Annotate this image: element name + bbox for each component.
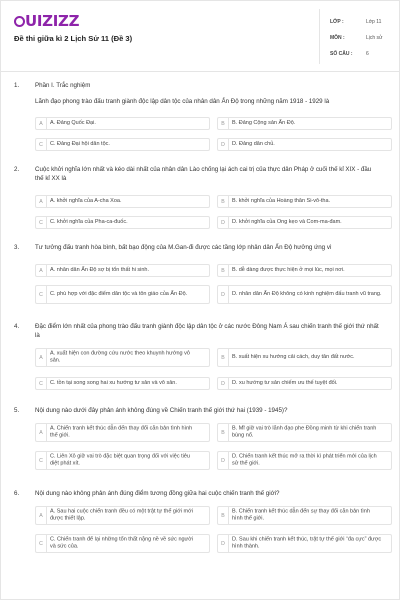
question-number: 5. bbox=[14, 407, 20, 414]
question-number: 4. bbox=[14, 323, 20, 330]
option-a[interactable] bbox=[35, 117, 210, 130]
option-d[interactable] bbox=[217, 451, 392, 470]
option-c[interactable] bbox=[35, 285, 210, 304]
option-text: D. Đảng dân chủ. bbox=[232, 140, 275, 147]
option-text: A. Đảng Quốc Đại. bbox=[50, 119, 96, 126]
option-key: D bbox=[218, 217, 229, 228]
option-text: C. khởi nghĩa của Pha-ca-đuốc. bbox=[50, 218, 128, 225]
option-key: B bbox=[218, 265, 229, 276]
option-key: C bbox=[36, 535, 47, 552]
option-b[interactable] bbox=[217, 117, 392, 130]
option-b[interactable] bbox=[217, 195, 392, 208]
meta-question-count bbox=[320, 48, 394, 64]
meta-subject bbox=[320, 32, 394, 48]
option-a[interactable] bbox=[35, 195, 210, 208]
option-key: C bbox=[36, 378, 47, 389]
option-a[interactable] bbox=[35, 423, 210, 442]
question-text: Đặc điểm lớn nhất của phong trào đấu tranh giành độc lập dân tộc ở các nước Đông Nam Á sau chiến tranh thế giới thứ nhất là bbox=[35, 323, 379, 339]
option-text: C. tồn tại song song hai xu hướng tư sản và vô sản. bbox=[50, 379, 177, 386]
option-c[interactable] bbox=[35, 534, 210, 553]
option-key: D bbox=[218, 286, 229, 303]
option-text: D. Chiến tranh kết thúc mở ra thời kì phát triển mới của lịch sử thế giới. bbox=[232, 452, 377, 467]
option-key: B bbox=[218, 424, 229, 441]
option-text: B. Đảng Cộng sản Ấn Độ. bbox=[232, 119, 296, 126]
option-d[interactable] bbox=[217, 285, 392, 304]
option-key: C bbox=[36, 217, 47, 228]
option-b[interactable] bbox=[217, 423, 392, 442]
option-text: B. xuất hiện xu hướng cải cách, duy tân đất nước. bbox=[232, 353, 355, 360]
question-number: 6. bbox=[14, 490, 20, 497]
meta-label: LỚP : bbox=[330, 19, 344, 25]
option-key: D bbox=[218, 139, 229, 150]
option-key: B bbox=[218, 196, 229, 207]
option-text: B. Mĩ giữ vai trò lãnh đạo phe Đồng minh từ khi chiến tranh bùng nổ. bbox=[232, 424, 377, 439]
option-key: A bbox=[36, 424, 47, 441]
option-text: A. Chiến tranh kết thúc dẫn đến thay đổi căn bản tình hình thế giới. bbox=[50, 424, 193, 439]
option-key: A bbox=[36, 507, 47, 524]
option-text: A. khởi nghĩa của A-cha Xoa. bbox=[50, 197, 122, 204]
option-key: A bbox=[36, 118, 47, 129]
option-text: A. Sau hai cuộc chiến tranh đều có một trật tự thế giới mới được thiết lập. bbox=[50, 507, 193, 522]
option-key: C bbox=[36, 452, 47, 469]
question-text: Nội dung nào không phản ánh đúng điểm tương đồng giữa hai cuộc chiến tranh thế giới? bbox=[35, 490, 280, 497]
option-b[interactable] bbox=[217, 506, 392, 525]
meta-grade bbox=[320, 16, 394, 32]
option-key: D bbox=[218, 452, 229, 469]
option-d[interactable] bbox=[217, 534, 392, 553]
option-c[interactable] bbox=[35, 451, 210, 470]
option-key: A bbox=[36, 349, 47, 366]
logo-q-icon bbox=[14, 16, 25, 27]
question-text: Cuộc khởi nghĩa lớn nhất và kéo dài nhất của nhân dân Lào chống lại ách cai trị của thực dân Pháp ở cuối thế kỉ XIX - đầu thế kỉ XX là bbox=[35, 166, 372, 182]
option-text: D. khởi nghĩa của Ong kẹo và Com-ma-đam. bbox=[232, 218, 342, 225]
option-text: B. khởi nghĩa của Hoàng thân Si-vô-tha. bbox=[232, 197, 331, 204]
option-text: C. Chiến tranh để lại những tổn thất nặng nề về sức người và sức của. bbox=[50, 535, 194, 550]
option-text: D. nhân dân Ấn Độ không có kinh nghiệm đấu tranh vũ trang. bbox=[232, 290, 382, 297]
worksheet-title: Đề thi giữa kì 2 Lịch Sử 11 (Đề 3) bbox=[14, 34, 133, 43]
option-d[interactable] bbox=[217, 216, 392, 229]
option-key: B bbox=[218, 507, 229, 524]
meta-value: Lịch sử bbox=[366, 35, 383, 41]
option-key: D bbox=[218, 378, 229, 389]
option-text: B. dễ dàng được thực hiện ở mọi lúc, mọi nơi. bbox=[232, 266, 345, 273]
option-text: A. xuất hiện con đường cứu nước theo khuynh hướng vô sản. bbox=[50, 349, 190, 364]
option-d[interactable] bbox=[217, 377, 392, 390]
meta-value: Lớp 11 bbox=[366, 19, 382, 25]
option-key: C bbox=[36, 286, 47, 303]
option-a[interactable] bbox=[35, 264, 210, 277]
option-c[interactable] bbox=[35, 216, 210, 229]
option-text: C. Liên Xô giữ vai trò đặc biệt quan trọng đối với việc tiêu diệt phát xít. bbox=[50, 452, 190, 467]
worksheet-header bbox=[1, 1, 400, 71]
option-text: C. Đảng Đại hội dân tộc. bbox=[50, 140, 110, 147]
question-number: 3. bbox=[14, 244, 20, 251]
option-key: D bbox=[218, 535, 229, 552]
option-c[interactable] bbox=[35, 138, 210, 151]
option-key: C bbox=[36, 139, 47, 150]
option-text: B. Chiến tranh kết thúc dẫn đến sự thay đổi căn bản tình hình thế giới. bbox=[232, 507, 370, 522]
question-text: Nội dung nào dưới đây phản ánh không đúng về Chiến tranh thế giới thứ hai (1939 - 1945)? bbox=[35, 407, 288, 414]
question-number: 1. bbox=[14, 82, 20, 89]
option-text: D. xu hướng tư sản chiếm ưu thế tuyệt đối. bbox=[232, 379, 338, 386]
worksheet-meta bbox=[319, 9, 393, 64]
meta-label: SỐ CÂU : bbox=[330, 51, 353, 57]
option-text: D. Sau khi chiến tranh kết thúc, trật tự thế giới “đa cực” được hình thành. bbox=[232, 535, 382, 550]
meta-value: 6 bbox=[366, 51, 369, 57]
option-a[interactable] bbox=[35, 506, 210, 525]
question-number: 2. bbox=[14, 166, 20, 173]
quizizz-logo bbox=[14, 12, 79, 30]
question-text: Tư tưởng đấu tranh hòa bình, bất bạo động của M.Gan-đi được các tầng lớp nhân dân Ấn Độ hưởng ứng vì bbox=[35, 244, 332, 251]
question-text: Lãnh đạo phong trào đấu tranh giành độc lập dân tộc của nhân dân Ấn Độ trong những năm 1918 - 1929 là bbox=[35, 98, 330, 105]
option-key: B bbox=[218, 349, 229, 366]
option-b[interactable] bbox=[217, 348, 392, 367]
section-heading: Phần I. Trắc nghiệm bbox=[35, 82, 91, 89]
option-key: A bbox=[36, 265, 47, 276]
option-key: A bbox=[36, 196, 47, 207]
option-b[interactable] bbox=[217, 264, 392, 277]
option-text: A. nhân dân Ấn Độ sợ bị tổn thất hi sinh. bbox=[50, 266, 150, 273]
option-text: C. phù hợp với đặc điểm dân tộc và tôn giáo của Ấn Độ. bbox=[50, 290, 188, 297]
meta-label: MÔN : bbox=[330, 35, 345, 41]
logo-text: UIZIZZ bbox=[25, 12, 80, 30]
header-divider bbox=[1, 71, 400, 72]
option-key: B bbox=[218, 118, 229, 129]
option-a[interactable] bbox=[35, 348, 210, 367]
option-c[interactable] bbox=[35, 377, 210, 390]
option-d[interactable] bbox=[217, 138, 392, 151]
